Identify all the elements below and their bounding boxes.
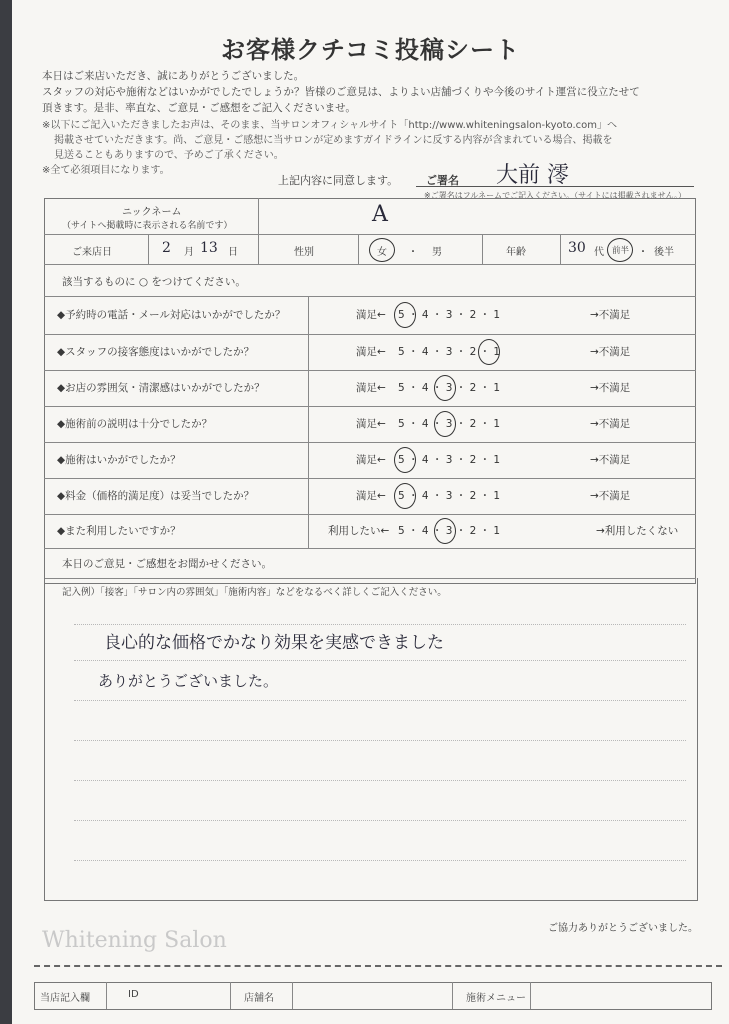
age-early: 前半 — [612, 246, 630, 256]
gender-female: 女 — [377, 247, 387, 258]
gender-selected-circle — [369, 238, 395, 262]
question-text: ◆また利用したいですか？ — [57, 525, 181, 537]
question-text: ◆お店の雰囲気・清潔感はいかがでしたか？ — [57, 382, 265, 394]
visit-label: ご来店日 — [72, 247, 112, 258]
selected-rating-circle — [394, 483, 416, 509]
scale-left-label: 満足← — [356, 309, 386, 321]
intro-line-3: 頂きます。是非、率直な、ご意見・ご感想をご記入くださいませ。 — [42, 102, 356, 114]
comment-example: 記入例）「接客」「サロン内の雰囲気」「施術内容」などをなるべく詳しくご記入ください。 — [62, 587, 447, 598]
selected-rating-circle — [434, 411, 456, 437]
scale-right-label: →不満足 — [590, 490, 631, 502]
page-title: お客様クチコミ投稿シート — [220, 36, 521, 64]
selected-rating-circle — [478, 339, 500, 365]
age-separator: ・ — [638, 247, 648, 258]
visit-day: 13 — [200, 240, 218, 256]
gender-label: 性別 — [294, 247, 314, 258]
id-label: ID — [128, 989, 139, 1000]
scale-right-label: →不満足 — [590, 454, 631, 466]
survey-sheet — [12, 0, 729, 1024]
note-line-3: 見送ることもありますので、予めご了承ください。 — [54, 150, 284, 161]
scale-left-label: 満足← — [356, 454, 386, 466]
selected-rating-circle — [394, 302, 416, 328]
selected-rating-circle — [434, 375, 456, 401]
question-text: ◆予約時の電話・メール対応はいかがでしたか？ — [57, 309, 286, 321]
staff-label: 当店記入欄 — [40, 993, 90, 1004]
scale-values: 5 ・ 4 ・ 3 ・ 2 ・ 1 — [398, 454, 501, 466]
scale-values: 5 ・ 4 ・ 3 ・ 2 ・ 1 — [398, 346, 501, 358]
fullname-note: ※ご署名はフルネームでご記入ください。（サイトには掲載されません。） — [424, 191, 687, 200]
scale-values: 5 ・ 4 ・ 3 ・ 2 ・ 1 — [398, 418, 501, 430]
nickname-label: ニックネーム — [122, 207, 182, 218]
note-line-1: ※以下にご記入いただきましたお声は、そのまま、当サロンオフィシャルサイト「http://www.whiteningsalon-kyoto.com」へ — [42, 120, 618, 131]
scale-left-label: 満足← — [356, 418, 386, 430]
age-late: 後半 — [654, 247, 674, 258]
nickname-sub: （サイトへ掲載時に表示される名前です） — [62, 221, 233, 231]
age-unit: 代 — [594, 247, 604, 258]
cut-line — [34, 965, 722, 967]
signature-underline — [416, 186, 694, 187]
month-unit: 月 — [184, 247, 194, 258]
scale-right-label: →不満足 — [590, 309, 631, 321]
scale-right-label: →不満足 — [590, 418, 631, 430]
scale-values: 5 ・ 4 ・ 3 ・ 2 ・ 1 — [398, 525, 501, 537]
gender-male: 男 — [432, 247, 442, 258]
question-text: ◆施術はいかがでしたか？ — [57, 454, 181, 466]
scale-values: 5 ・ 4 ・ 3 ・ 2 ・ 1 — [398, 490, 501, 502]
scale-left-label: 利用したい← — [328, 525, 390, 537]
comment-heading: 本日のご意見・ご感想をお聞かせください。 — [62, 558, 272, 570]
scale-left-label: 満足← — [356, 382, 386, 394]
selected-rating-circle — [434, 518, 456, 544]
intro-line-1: 本日はご来店いただき、誠にありがとうございました。 — [42, 70, 305, 82]
age-value: 30 — [568, 240, 586, 256]
age-label: 年齢 — [506, 247, 526, 258]
signature-value: 大前 澪 — [496, 163, 569, 188]
gender-separator: ・ — [408, 247, 418, 258]
day-unit: 日 — [228, 247, 238, 258]
scale-right-label: →利用したくない — [596, 525, 679, 537]
scale-values: 5 ・ 4 ・ 3 ・ 2 ・ 1 — [398, 309, 501, 321]
comment-line-2: ありがとうございました。 — [98, 672, 279, 690]
consent-label: 上記内容に同意します。 — [278, 174, 399, 187]
scale-right-label: →不満足 — [590, 346, 631, 358]
instruction-text: 該当するものに ○ をつけてください。 — [62, 276, 246, 288]
question-text: ◆スタッフの接客態度はいかがでしたか？ — [57, 346, 255, 358]
comment-line-1: 良心的な価格でかなり効果を実感できました — [104, 633, 444, 653]
intro-line-2: スタッフの対応や施術などはいかがでしたでしょうか？皆様のご意見は、よりよい店舗づくりや今後のサイト運営に役立たせて — [42, 86, 640, 98]
menu-label: 施術メニュー — [466, 993, 526, 1004]
age-selected-circle — [607, 238, 633, 262]
scale-values: 5 ・ 4 ・ 3 ・ 2 ・ 1 — [398, 382, 501, 394]
note-line-4: ※全て必須項目になります。 — [42, 165, 170, 176]
signature-label: ご署名 — [426, 174, 459, 187]
scale-left-label: 満足← — [356, 490, 386, 502]
salon-logo: Whitening Salon — [42, 928, 227, 953]
scale-right-label: →不満足 — [590, 382, 631, 394]
visit-month: 2 — [162, 240, 171, 256]
note-line-2: 掲載させていただきます。尚、ご意見・ご感想に当サロンが定めますガイドラインに反する内容が含まれている場合、掲載を — [54, 135, 613, 146]
thanks-text: ご協力ありがとうございました。 — [548, 923, 698, 934]
scale-left-label: 満足← — [356, 346, 386, 358]
question-text: ◆施術前の説明は十分でしたか？ — [57, 418, 213, 430]
question-text: ◆料金（価格的満足度）は妥当でしたか？ — [57, 490, 255, 502]
selected-rating-circle — [394, 447, 416, 473]
store-label: 店舗名 — [244, 993, 274, 1004]
nickname-value: A — [372, 202, 388, 227]
